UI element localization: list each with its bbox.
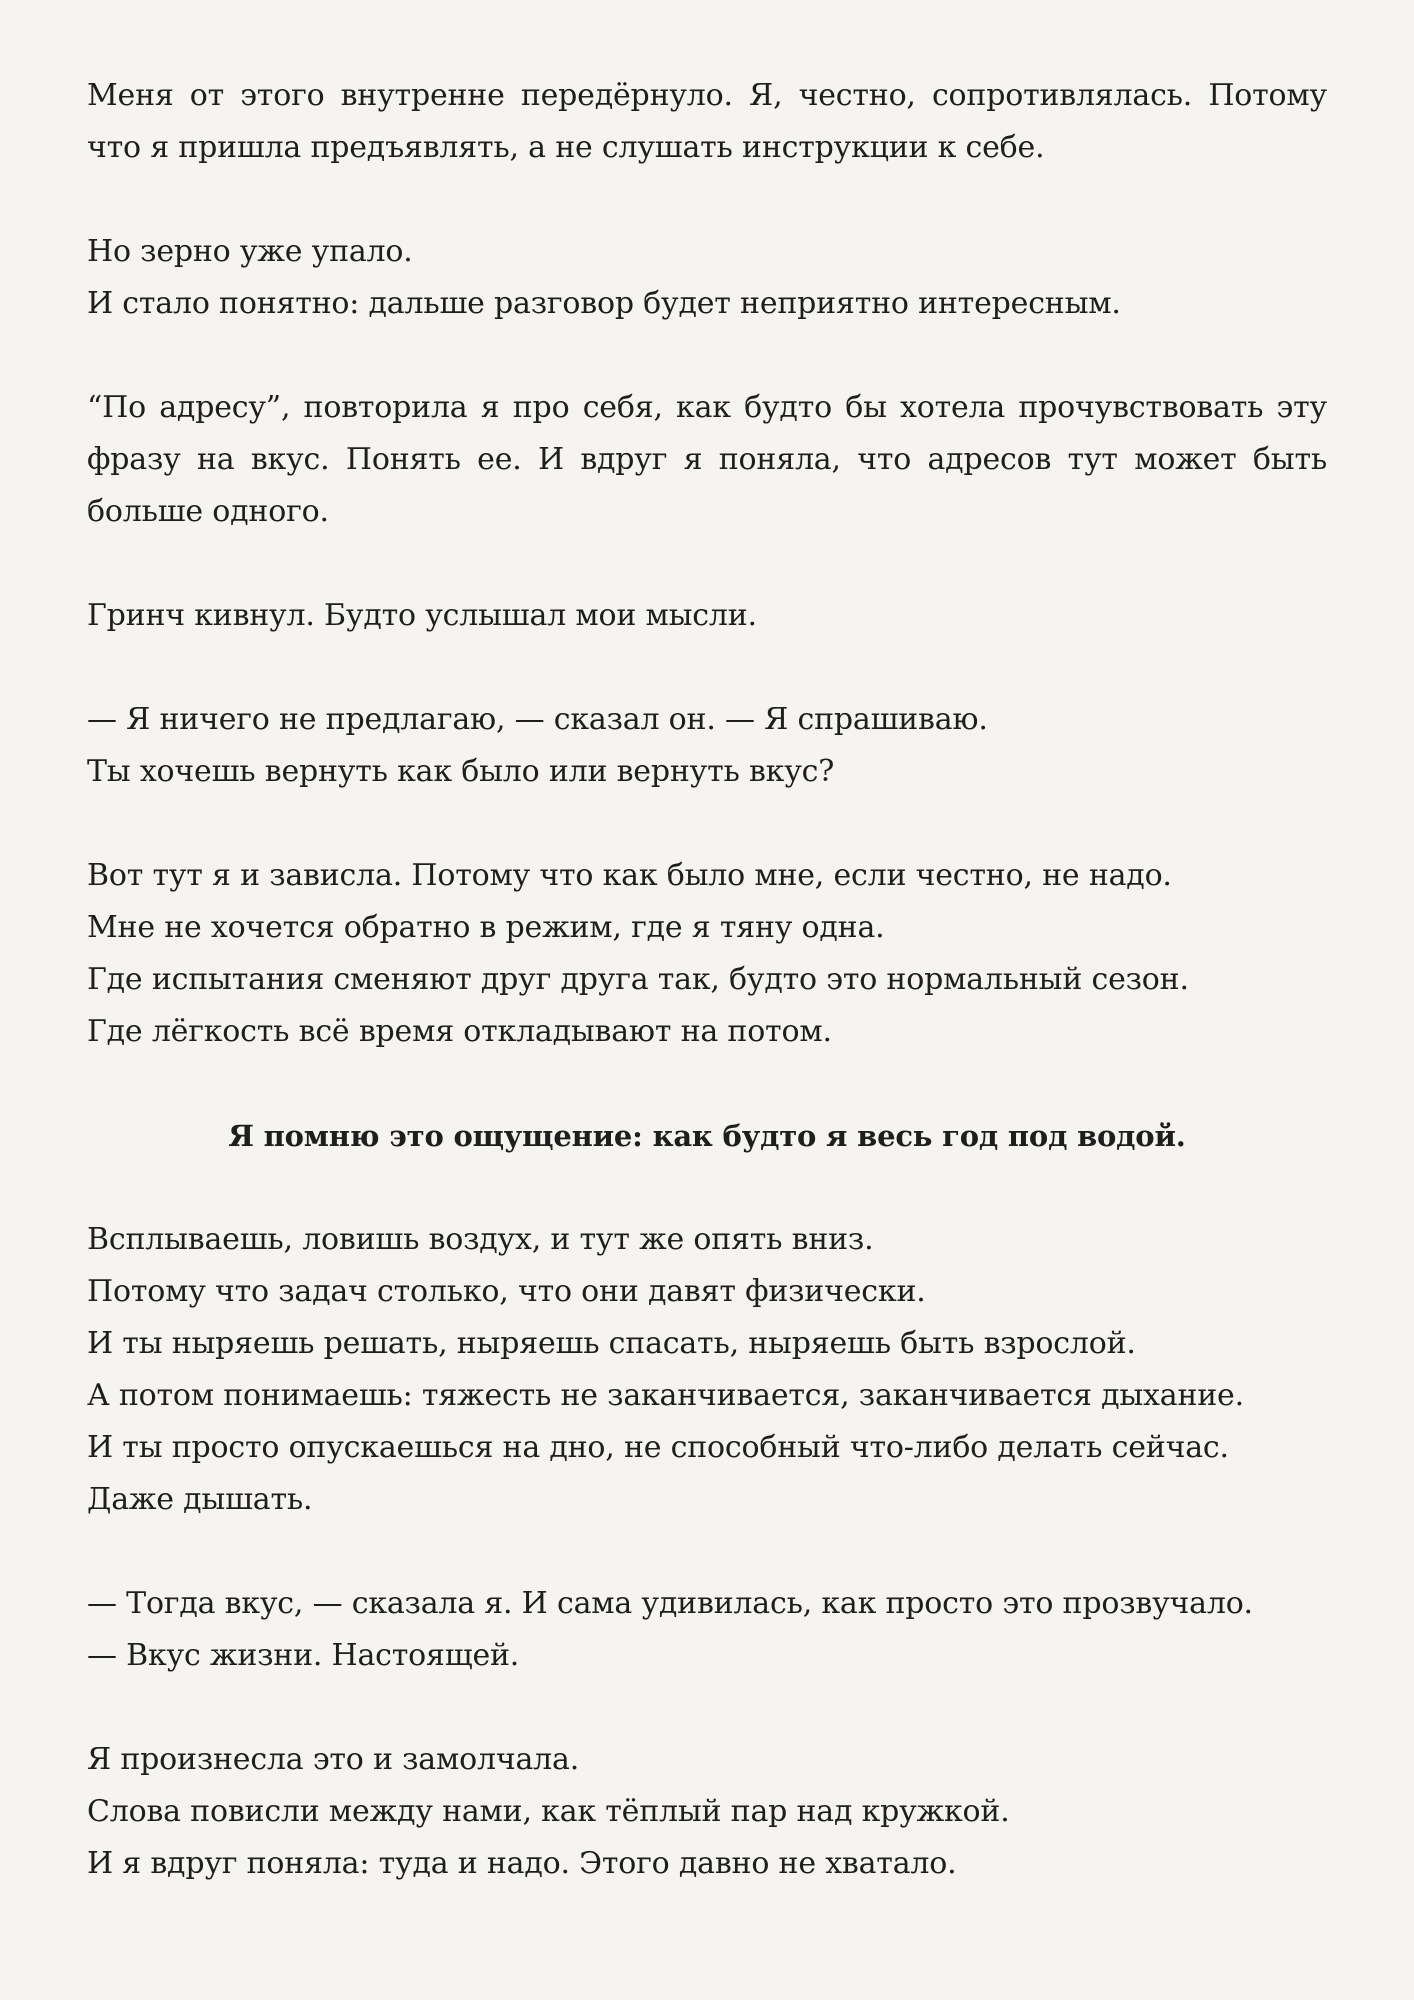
paragraph-8 [87,1578,1327,1682]
text-line: Ты хочешь вернуть как было или вернуть вкус? [87,754,835,789]
text-line: Потому что задач столько, что они давят физически. [87,1274,926,1309]
paragraph-7 [87,1214,1327,1526]
paragraph-2 [87,226,1327,330]
text-line: И ты просто опускаешься на дно, не способный что-либо делать сейчас. [87,1430,1229,1465]
paragraph-6 [87,850,1327,1058]
text-line: Вот тут я и зависла. Потому что как было мне, если честно, не надо. [87,858,1172,893]
text-body [87,70,1327,1890]
text-line: Где лёгкость всё время откладывают на потом. [87,1014,832,1049]
paragraph-9 [87,1734,1327,1890]
text-line: Где испытания сменяют друг друга так, будто это нормальный сезон. [87,962,1189,997]
text-line: Мне не хочется обратно в режим, где я тяну одна. [87,910,885,945]
text-line: Всплываешь, ловишь воздух, и тут же опять вниз. [87,1222,874,1257]
text-line: Гринч кивнул. Будто услышал мои мысли. [87,598,757,633]
paragraph-3: “По адресу”, повторила я про себя, как будто бы хотела прочувствовать эту фразу на вкус. Понять ее. И вдруг я поняла, что адресов тут может быть больше одного. [87,390,1327,529]
text-line: Слова повисли между нами, как тёплый пар над кружкой. [87,1794,1010,1829]
text-line: Но зерно уже упало. [87,234,413,269]
bold-centered-heading: Я помню это ощущение: как будто я весь год под водой. [228,1119,1186,1153]
text-line: И ты ныряешь решать, ныряешь спасать, ныряешь быть взрослой. [87,1326,1136,1361]
text-line: Даже дышать. [87,1482,313,1517]
text-line: — Тогда вкус, — сказала я. И сама удивилась, как просто это прозвучало. [87,1586,1253,1621]
text-line: — Вкус жизни. Настоящей. [87,1638,520,1673]
text-line: — Я ничего не предлагаю, — сказал он. — Я спрашиваю. [87,702,988,737]
text-line: Я произнесла это и замолчала. [87,1742,580,1777]
paragraph-5 [87,694,1327,798]
text-line: И я вдруг поняла: туда и надо. Этого давно не хватало. [87,1846,957,1881]
text-line: И стало понятно: дальше разговор будет неприятно интересным. [87,286,1121,321]
text-line: А потом понимаешь: тяжесть не заканчивается, заканчивается дыхание. [87,1378,1244,1413]
paragraph-4 [87,590,1327,642]
paragraph-1: Меня от этого внутренне передёрнуло. Я, честно, сопротивлялась. Потому что я пришла предъявлять, а не слушать инструкции к себе. [87,78,1327,165]
